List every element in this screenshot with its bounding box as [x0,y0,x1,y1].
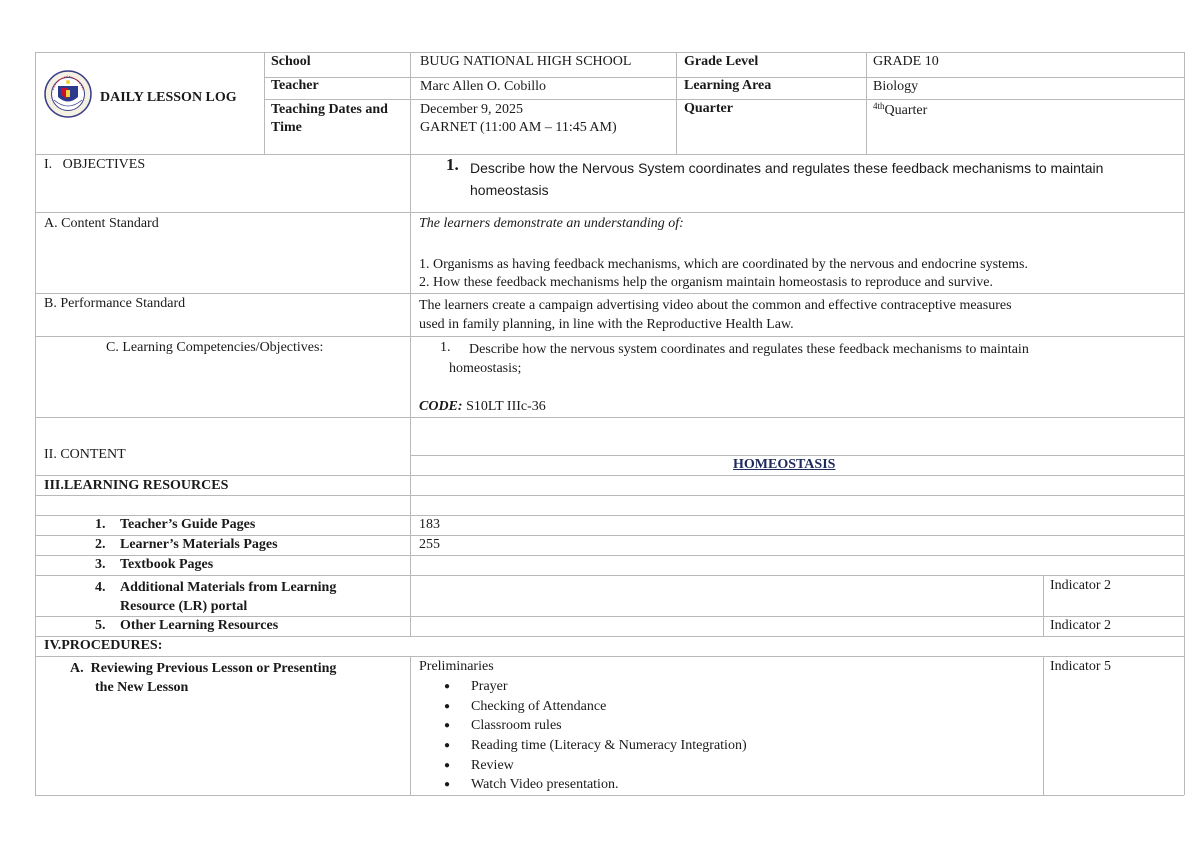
performance-standard-label: B. Performance Standard [44,296,186,311]
quarter-label: Quarter [684,101,733,116]
school-value: BUUG NATIONAL HIGH SCHOOL [420,54,632,69]
review-lesson-line1: A. Reviewing Previous Lesson or Presenting [70,661,337,676]
procedures-label: IV.PROCEDURES: [44,638,163,653]
competency-line2: homeostasis; [449,361,522,376]
teaching-dates-value [420,101,617,137]
additional-materials-line1: Additional Materials from Learning [120,580,337,595]
review-lesson-indicator: Indicator 5 [1050,659,1112,674]
list-item-text: Prayer [471,679,508,694]
resource-number: 2. [95,537,106,552]
teacher-value: Marc Allen O. Cobillo [420,79,546,94]
content-standard-item1: 1. Organisms as having feedback mechanisms, which are coordinated by the nervous and endocrine systems. [419,257,1028,272]
grade-level-label: Grade Level [684,54,759,69]
performance-standard-text [419,296,1012,334]
school-label: School [271,54,311,69]
teacher-label: Teacher [271,78,319,93]
competency-code [419,399,546,416]
daily-lesson-log-title: DAILY LESSON LOG [100,90,237,105]
review-lesson-line2: the New Lesson [95,680,189,695]
performance-standard-line2: used in family planning, in line with the Reproductive Health Law. [419,317,794,332]
resource-value: 255 [419,537,440,552]
other-resources-indicator: Indicator 2 [1050,618,1112,633]
list-item: ● Classroom rules [444,718,562,733]
list-item: ● Reading time (Literacy & Numeracy Integration) [444,738,747,753]
resource-number: 5. [95,618,106,633]
deped-seal [44,70,92,118]
additional-materials-indicator: Indicator 2 [1050,578,1112,593]
performance-standard-line1: The learners create a campaign advertising video about the common and effective contraceptive measures [419,298,1012,313]
resource-number: 3. [95,557,106,572]
list-item-text: Watch Video presentation. [471,777,619,792]
list-item-text: Checking of Attendance [471,699,607,714]
objective-number: 1. [446,155,459,174]
content-standard-item2: 2. How these feedback mechanisms help the organism maintain homeostasis to reproduce and survive. [419,275,993,290]
teaching-dates-label [271,101,388,137]
code-value: S10LT IIIc-36 [466,399,546,414]
content-standard-label: A. Content Standard [44,216,159,231]
competency-number: 1. [440,340,451,355]
resource-row [95,517,255,534]
resource-label: Learner’s Materials Pages [120,537,278,552]
competencies-label: C. Learning Competencies/Objectives: [106,340,324,355]
objectives-label: I. OBJECTIVES [44,157,146,172]
additional-materials-row [95,578,336,616]
learning-resources-label: III.LEARNING RESOURCES [44,478,229,493]
resource-row [95,557,213,574]
resource-row [95,537,278,554]
teaching-dates-label-line2: Time [271,120,302,135]
quarter-ordinal: 4th [873,101,885,111]
review-lesson-label [70,659,336,697]
learning-area-value: Biology [873,79,919,94]
list-item: ● Watch Video presentation. [444,777,619,792]
list-item-text: Reading time (Literacy & Numeracy Integration) [471,738,747,753]
quarter-value [873,101,927,120]
list-item-text: Review [471,758,514,773]
resource-number: 4. [95,580,106,595]
competency-line1: Describe how the nervous system coordinates and regulates these feedback mechanisms to maintain [469,342,1029,357]
list-item: ● Checking of Attendance [444,699,607,714]
list-item: ● Review [444,758,514,773]
resource-value: 183 [419,517,440,532]
content-topic: HOMEOSTASIS [733,457,836,472]
content-standard-intro: The learners demonstrate an understanding of: [419,216,684,231]
grade-level-value: GRADE 10 [873,54,939,69]
resource-number: 1. [95,517,106,532]
learning-area-label: Learning Area [684,78,772,93]
teaching-time: GARNET (11:00 AM – 11:45 AM) [420,120,617,135]
code-label: CODE: [419,399,463,414]
other-resources-row [95,618,278,635]
teaching-date: December 9, 2025 [420,102,524,117]
list-item-text: Classroom rules [471,718,562,733]
objective-text [470,157,1103,201]
teaching-dates-label-line1: Teaching Dates and [271,102,388,117]
objective-line1: Describe how the Nervous System coordinates and regulates these feedback mechanisms to maintain [470,160,1104,176]
list-item: ● Prayer [444,679,508,694]
objective-line2: homeostasis [470,182,549,198]
content-label: II. CONTENT [44,447,126,462]
preliminaries-heading: Preliminaries [419,659,494,674]
competency-text [449,340,1029,378]
quarter-text: Quarter [884,103,928,118]
additional-materials-line2: Resource (LR) portal [120,599,248,614]
resource-label: Teacher’s Guide Pages [120,517,256,532]
other-resources-label: Other Learning Resources [120,618,279,633]
resource-label: Textbook Pages [120,557,214,572]
